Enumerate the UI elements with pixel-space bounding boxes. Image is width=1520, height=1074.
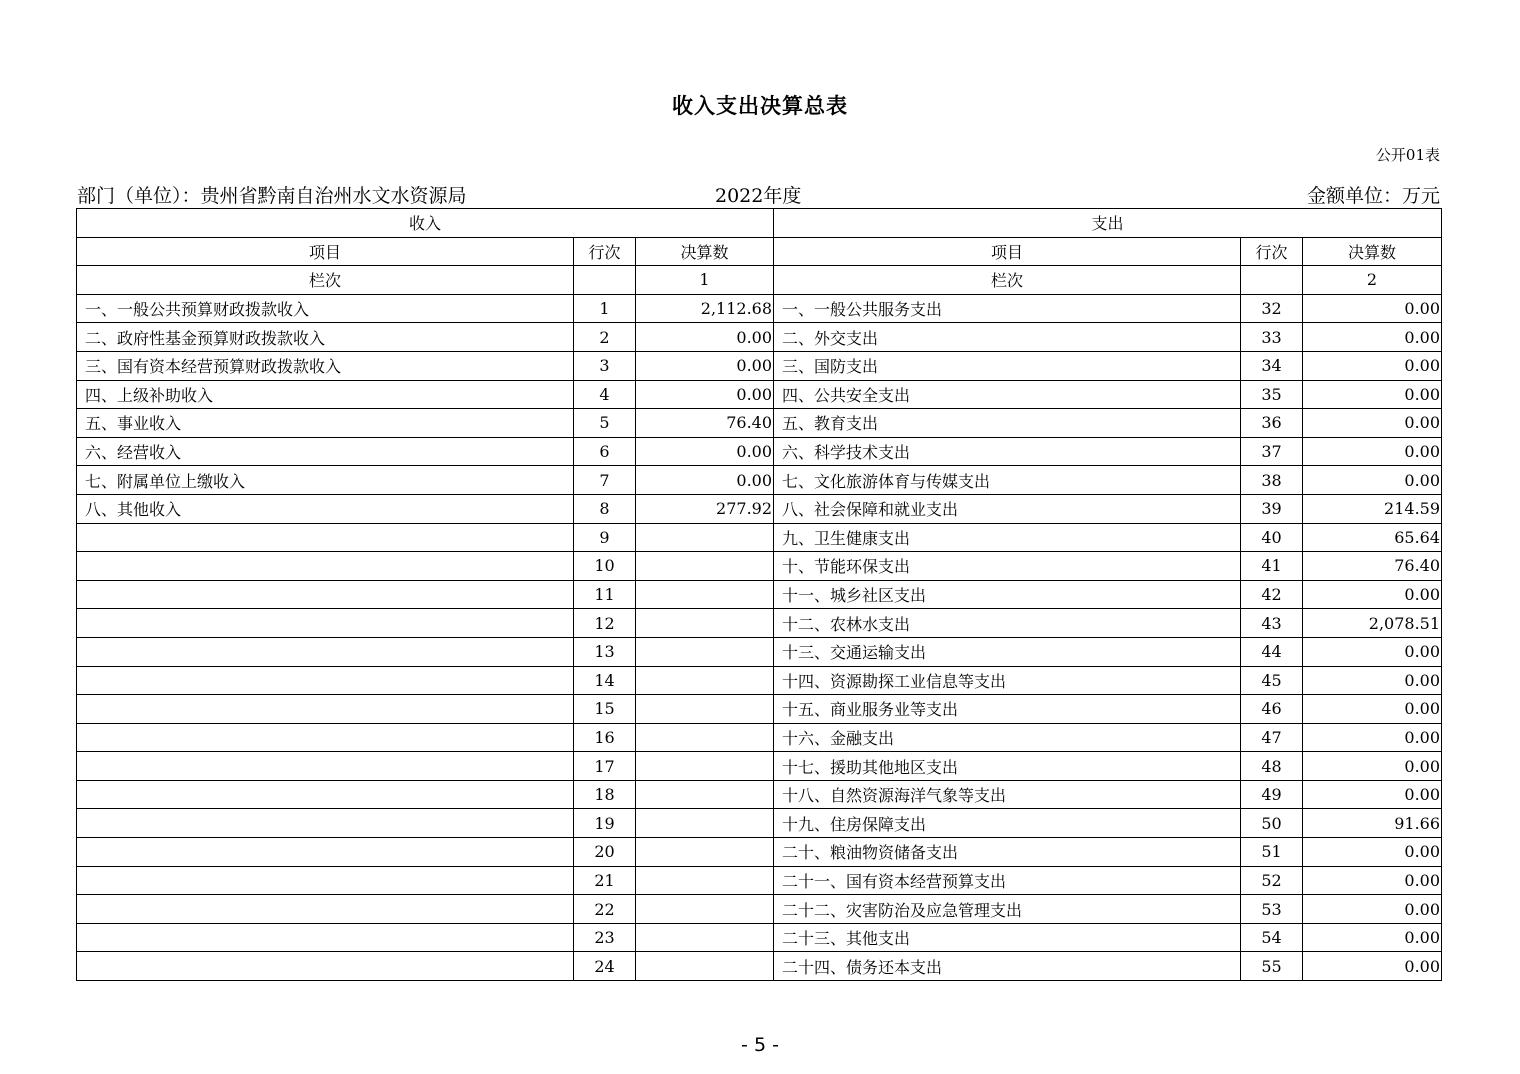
expense-row-no-cell: 38 bbox=[1241, 466, 1303, 495]
income-amount-cell bbox=[636, 609, 774, 638]
expense-amount-cell: 214.59 bbox=[1303, 494, 1442, 523]
expense-amount-cell: 0.00 bbox=[1303, 752, 1442, 781]
table-row bbox=[77, 780, 1442, 809]
table-row bbox=[77, 409, 1442, 438]
table-row bbox=[77, 923, 1442, 952]
income-item-header: 项目 bbox=[77, 237, 574, 266]
income-row-no-cell: 7 bbox=[574, 466, 636, 495]
income-item-cell bbox=[77, 866, 574, 895]
table-row bbox=[77, 552, 1442, 581]
expense-amount-cell: 0.00 bbox=[1303, 838, 1442, 867]
expense-amount-cell: 0.00 bbox=[1303, 780, 1442, 809]
expense-row-no-cell: 42 bbox=[1241, 580, 1303, 609]
expense-amount-cell: 0.00 bbox=[1303, 437, 1442, 466]
fiscal-year: 2022年度 bbox=[715, 185, 802, 207]
income-row-no-cell: 22 bbox=[574, 895, 636, 924]
income-amount-cell bbox=[636, 838, 774, 867]
income-amount-cell bbox=[636, 923, 774, 952]
income-amount-cell bbox=[636, 780, 774, 809]
income-row-no-cell: 8 bbox=[574, 494, 636, 523]
expense-item-cell: 二十二、灾害防治及应急管理支出 bbox=[774, 895, 1241, 924]
income-row-no-cell: 16 bbox=[574, 723, 636, 752]
income-amount-cell: 0.00 bbox=[636, 380, 774, 409]
expense-item-cell: 十、节能环保支出 bbox=[774, 552, 1241, 581]
table-row bbox=[77, 695, 1442, 724]
income-row-no-cell: 2 bbox=[574, 323, 636, 352]
income-column-label: 栏次 bbox=[77, 266, 574, 295]
table-row bbox=[77, 351, 1442, 380]
table-row bbox=[77, 838, 1442, 867]
income-amount-cell bbox=[636, 723, 774, 752]
income-amount-cell bbox=[636, 523, 774, 552]
income-item-cell bbox=[77, 923, 574, 952]
expense-amount-cell: 0.00 bbox=[1303, 866, 1442, 895]
expense-row-no-header: 行次 bbox=[1241, 237, 1303, 266]
expense-item-cell: 五、教育支出 bbox=[774, 409, 1241, 438]
expense-amount-cell: 0.00 bbox=[1303, 895, 1442, 924]
income-item-cell: 六、经营收入 bbox=[77, 437, 574, 466]
expense-item-cell: 十四、资源勘探工业信息等支出 bbox=[774, 666, 1241, 695]
section-header-row bbox=[77, 209, 1442, 238]
expense-amount-cell: 0.00 bbox=[1303, 723, 1442, 752]
table-row bbox=[77, 380, 1442, 409]
income-row-no-cell: 9 bbox=[574, 523, 636, 552]
expense-row-no-cell: 44 bbox=[1241, 637, 1303, 666]
income-amount-cell bbox=[636, 809, 774, 838]
expense-item-cell: 七、文化旅游体育与传媒支出 bbox=[774, 466, 1241, 495]
expense-row-no-cell: 32 bbox=[1241, 294, 1303, 323]
expense-row-no-cell: 45 bbox=[1241, 666, 1303, 695]
expense-item-cell: 十二、农林水支出 bbox=[774, 609, 1241, 638]
table-row bbox=[77, 666, 1442, 695]
income-amount-cell: 2,112.68 bbox=[636, 294, 774, 323]
income-row-no-cell: 4 bbox=[574, 380, 636, 409]
table-row bbox=[77, 723, 1442, 752]
page-number: - 5 - bbox=[741, 1034, 779, 1056]
expense-row-no-cell: 46 bbox=[1241, 695, 1303, 724]
income-item-cell bbox=[77, 780, 574, 809]
table-row bbox=[77, 466, 1442, 495]
expense-amount-cell: 0.00 bbox=[1303, 580, 1442, 609]
expense-row-no-cell: 39 bbox=[1241, 494, 1303, 523]
table-row bbox=[77, 637, 1442, 666]
income-item-cell bbox=[77, 580, 574, 609]
expense-item-cell: 三、国防支出 bbox=[774, 351, 1241, 380]
expense-row-no-cell: 40 bbox=[1241, 523, 1303, 552]
expense-item-cell: 十五、商业服务业等支出 bbox=[774, 695, 1241, 724]
expense-section-header: 支出 bbox=[774, 209, 1442, 238]
expense-item-cell: 二十、粮油物资储备支出 bbox=[774, 838, 1241, 867]
expense-amount-cell: 0.00 bbox=[1303, 380, 1442, 409]
form-code: 公开01表 bbox=[1375, 146, 1440, 164]
expense-row-no-cell: 54 bbox=[1241, 923, 1303, 952]
expense-row-no-cell: 51 bbox=[1241, 838, 1303, 867]
income-item-cell bbox=[77, 809, 574, 838]
income-row-no-cell: 11 bbox=[574, 580, 636, 609]
income-item-cell bbox=[77, 952, 574, 981]
income-item-cell bbox=[77, 695, 574, 724]
expense-item-cell: 六、科学技术支出 bbox=[774, 437, 1241, 466]
expense-amount-cell: 0.00 bbox=[1303, 409, 1442, 438]
income-row-no-cell: 1 bbox=[574, 294, 636, 323]
table-row bbox=[77, 494, 1442, 523]
expense-item-header: 项目 bbox=[774, 237, 1241, 266]
income-item-cell bbox=[77, 723, 574, 752]
income-row-no-cell: 18 bbox=[574, 780, 636, 809]
income-amount-cell: 0.00 bbox=[636, 323, 774, 352]
expense-amount-cell: 0.00 bbox=[1303, 637, 1442, 666]
department-label: 部门（单位）：贵州省黔南自治州水文水资源局 bbox=[77, 185, 467, 207]
expense-item-cell: 九、卫生健康支出 bbox=[774, 523, 1241, 552]
income-row-no-cell: 21 bbox=[574, 866, 636, 895]
income-item-cell bbox=[77, 609, 574, 638]
income-amount-cell bbox=[636, 666, 774, 695]
column-header-row bbox=[77, 237, 1442, 266]
income-row-no-cell: 10 bbox=[574, 552, 636, 581]
expense-column-number: 2 bbox=[1303, 266, 1442, 295]
expense-item-cell: 一、一般公共服务支出 bbox=[774, 294, 1241, 323]
income-item-cell bbox=[77, 895, 574, 924]
expense-amount-cell: 76.40 bbox=[1303, 552, 1442, 581]
income-item-cell: 五、事业收入 bbox=[77, 409, 574, 438]
income-expense-table bbox=[76, 208, 1442, 981]
income-section-header: 收入 bbox=[77, 209, 774, 238]
expense-item-cell: 二十四、债务还本支出 bbox=[774, 952, 1241, 981]
income-row-no-header: 行次 bbox=[574, 237, 636, 266]
income-amount-header: 决算数 bbox=[636, 237, 774, 266]
table-row bbox=[77, 437, 1442, 466]
expense-amount-cell: 0.00 bbox=[1303, 323, 1442, 352]
expense-row-no-cell: 49 bbox=[1241, 780, 1303, 809]
table-row bbox=[77, 752, 1442, 781]
income-amount-cell bbox=[636, 752, 774, 781]
income-row-no-cell: 14 bbox=[574, 666, 636, 695]
table-row bbox=[77, 952, 1442, 981]
expense-row-no-cell: 52 bbox=[1241, 866, 1303, 895]
income-amount-cell bbox=[636, 695, 774, 724]
expense-amount-cell: 0.00 bbox=[1303, 294, 1442, 323]
income-row-no-cell: 12 bbox=[574, 609, 636, 638]
income-column-blank bbox=[574, 266, 636, 295]
expense-row-no-cell: 48 bbox=[1241, 752, 1303, 781]
income-amount-cell bbox=[636, 895, 774, 924]
income-amount-cell: 277.92 bbox=[636, 494, 774, 523]
income-row-no-cell: 5 bbox=[574, 409, 636, 438]
expense-row-no-cell: 43 bbox=[1241, 609, 1303, 638]
expense-row-no-cell: 53 bbox=[1241, 895, 1303, 924]
table-row bbox=[77, 866, 1442, 895]
table-row bbox=[77, 523, 1442, 552]
expense-item-cell: 二十一、国有资本经营预算支出 bbox=[774, 866, 1241, 895]
table-row bbox=[77, 895, 1442, 924]
income-amount-cell bbox=[636, 637, 774, 666]
expense-amount-cell: 65.64 bbox=[1303, 523, 1442, 552]
expense-column-label: 栏次 bbox=[774, 266, 1241, 295]
expense-amount-cell: 0.00 bbox=[1303, 666, 1442, 695]
expense-row-no-cell: 47 bbox=[1241, 723, 1303, 752]
income-item-cell: 一、一般公共预算财政拨款收入 bbox=[77, 294, 574, 323]
expense-row-no-cell: 50 bbox=[1241, 809, 1303, 838]
income-item-cell bbox=[77, 666, 574, 695]
expense-row-no-cell: 35 bbox=[1241, 380, 1303, 409]
table-row bbox=[77, 580, 1442, 609]
income-row-no-cell: 23 bbox=[574, 923, 636, 952]
income-item-cell: 七、附属单位上缴收入 bbox=[77, 466, 574, 495]
income-amount-cell bbox=[636, 952, 774, 981]
expense-amount-cell: 2,078.51 bbox=[1303, 609, 1442, 638]
column-number-row bbox=[77, 266, 1442, 295]
income-row-no-cell: 20 bbox=[574, 838, 636, 867]
income-row-no-cell: 13 bbox=[574, 637, 636, 666]
expense-row-no-cell: 34 bbox=[1241, 351, 1303, 380]
income-amount-cell: 0.00 bbox=[636, 466, 774, 495]
expense-column-blank bbox=[1241, 266, 1303, 295]
income-amount-cell: 0.00 bbox=[636, 351, 774, 380]
income-amount-cell bbox=[636, 580, 774, 609]
expense-amount-cell: 91.66 bbox=[1303, 809, 1442, 838]
income-item-cell bbox=[77, 838, 574, 867]
income-item-cell bbox=[77, 552, 574, 581]
expense-item-cell: 二、外交支出 bbox=[774, 323, 1241, 352]
income-row-no-cell: 3 bbox=[574, 351, 636, 380]
expense-row-no-cell: 33 bbox=[1241, 323, 1303, 352]
expense-item-cell: 十九、住房保障支出 bbox=[774, 809, 1241, 838]
income-item-cell: 四、上级补助收入 bbox=[77, 380, 574, 409]
income-item-cell bbox=[77, 637, 574, 666]
expense-amount-cell: 0.00 bbox=[1303, 923, 1442, 952]
income-amount-cell: 76.40 bbox=[636, 409, 774, 438]
expense-amount-cell: 0.00 bbox=[1303, 952, 1442, 981]
table-row bbox=[77, 294, 1442, 323]
income-amount-cell bbox=[636, 866, 774, 895]
income-item-cell bbox=[77, 752, 574, 781]
expense-row-no-cell: 36 bbox=[1241, 409, 1303, 438]
income-row-no-cell: 6 bbox=[574, 437, 636, 466]
expense-item-cell: 二十三、其他支出 bbox=[774, 923, 1241, 952]
expense-item-cell: 八、社会保障和就业支出 bbox=[774, 494, 1241, 523]
income-row-no-cell: 24 bbox=[574, 952, 636, 981]
amount-unit: 金额单位：万元 bbox=[1306, 185, 1440, 207]
table-row bbox=[77, 323, 1442, 352]
expense-amount-cell: 0.00 bbox=[1303, 695, 1442, 724]
expense-row-no-cell: 55 bbox=[1241, 952, 1303, 981]
income-row-no-cell: 19 bbox=[574, 809, 636, 838]
expense-item-cell: 十七、援助其他地区支出 bbox=[774, 752, 1241, 781]
expense-row-no-cell: 37 bbox=[1241, 437, 1303, 466]
income-row-no-cell: 17 bbox=[574, 752, 636, 781]
page-title: 收入支出决算总表 bbox=[672, 93, 848, 118]
table-row bbox=[77, 809, 1442, 838]
expense-item-cell: 十一、城乡社区支出 bbox=[774, 580, 1241, 609]
expense-item-cell: 四、公共安全支出 bbox=[774, 380, 1241, 409]
expense-amount-cell: 0.00 bbox=[1303, 466, 1442, 495]
income-item-cell: 八、其他收入 bbox=[77, 494, 574, 523]
expense-amount-header: 决算数 bbox=[1303, 237, 1442, 266]
income-amount-cell: 0.00 bbox=[636, 437, 774, 466]
table-row bbox=[77, 609, 1442, 638]
income-item-cell: 二、政府性基金预算财政拨款收入 bbox=[77, 323, 574, 352]
income-column-number: 1 bbox=[636, 266, 774, 295]
income-amount-cell bbox=[636, 552, 774, 581]
income-item-cell bbox=[77, 523, 574, 552]
expense-row-no-cell: 41 bbox=[1241, 552, 1303, 581]
income-item-cell: 三、国有资本经营预算财政拨款收入 bbox=[77, 351, 574, 380]
expense-item-cell: 十三、交通运输支出 bbox=[774, 637, 1241, 666]
expense-amount-cell: 0.00 bbox=[1303, 351, 1442, 380]
expense-item-cell: 十八、自然资源海洋气象等支出 bbox=[774, 780, 1241, 809]
expense-item-cell: 十六、金融支出 bbox=[774, 723, 1241, 752]
income-row-no-cell: 15 bbox=[574, 695, 636, 724]
